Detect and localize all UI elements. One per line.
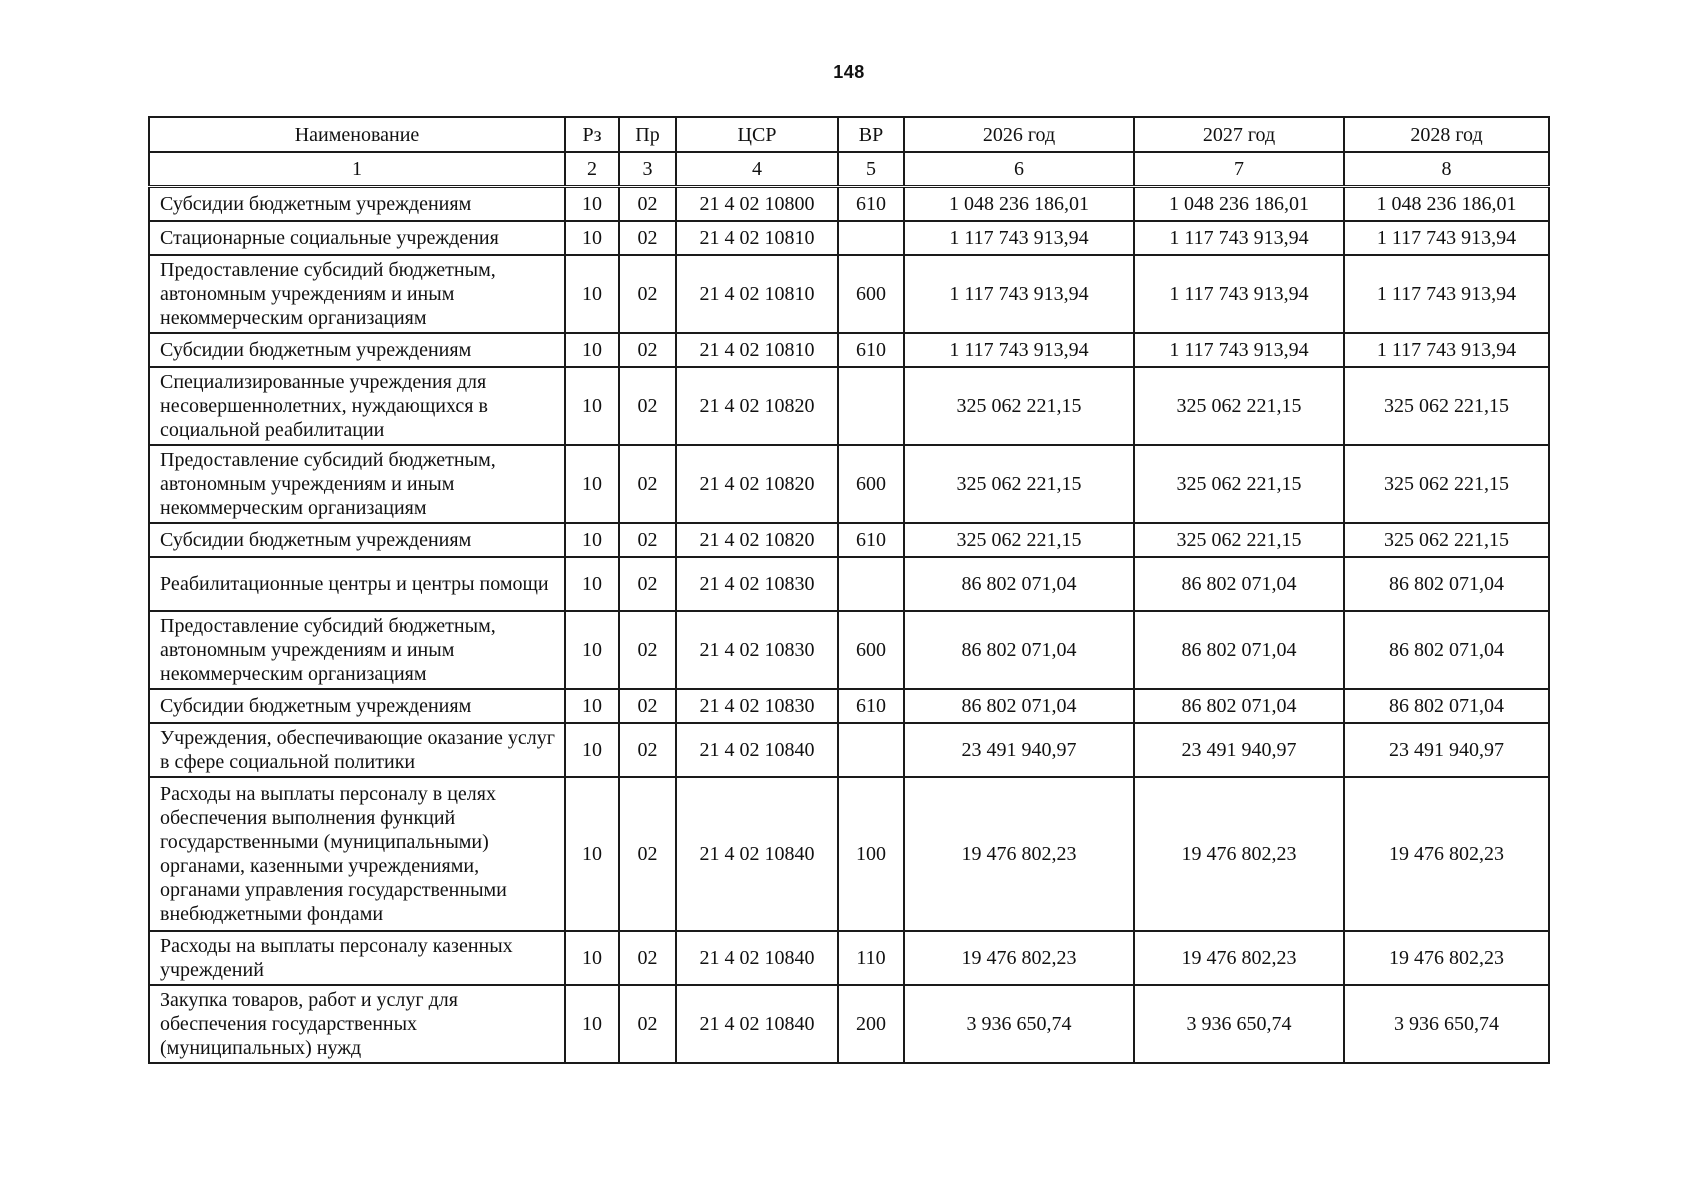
- row-vr: 610: [838, 523, 904, 557]
- row-value-2026: 19 476 802,23: [904, 931, 1134, 985]
- row-csr: 21 4 02 10810: [676, 221, 838, 255]
- row-value-2026: 325 062 221,15: [904, 445, 1134, 523]
- row-name: Субсидии бюджетным учреждениям: [149, 523, 565, 557]
- table-row: [149, 445, 1549, 523]
- row-vr: [838, 221, 904, 255]
- row-value-2026: 3 936 650,74: [904, 985, 1134, 1063]
- row-csr: 21 4 02 10830: [676, 689, 838, 723]
- table-row: [149, 723, 1549, 777]
- row-value-2028: 3 936 650,74: [1344, 985, 1549, 1063]
- column-number: 7: [1134, 152, 1344, 187]
- row-value-2026: 325 062 221,15: [904, 523, 1134, 557]
- header-2028: 2028 год: [1344, 117, 1549, 152]
- row-csr: 21 4 02 10840: [676, 777, 838, 931]
- row-value-2026: 86 802 071,04: [904, 689, 1134, 723]
- row-value-2027: 86 802 071,04: [1134, 611, 1344, 689]
- row-csr: 21 4 02 10810: [676, 255, 838, 333]
- table-row: [149, 333, 1549, 367]
- table-row: [149, 557, 1549, 611]
- table-row: [149, 187, 1549, 222]
- column-number: 2: [565, 152, 619, 187]
- row-value-2028: 1 117 743 913,94: [1344, 221, 1549, 255]
- row-value-2027: 1 117 743 913,94: [1134, 221, 1344, 255]
- row-value-2026: 1 048 236 186,01: [904, 187, 1134, 222]
- row-name: Предоставление субсидий бюджетным, автономным учреждениям и иным некоммерческим организациям: [149, 611, 565, 689]
- row-csr: 21 4 02 10830: [676, 557, 838, 611]
- row-name: Расходы на выплаты персоналу в целях обеспечения выполнения функций государственными (муниципальными) органами, казенными учреждениями, органами управления государственными внебюджетными фондами: [149, 777, 565, 931]
- row-value-2027: 325 062 221,15: [1134, 367, 1344, 445]
- row-value-2027: 1 117 743 913,94: [1134, 333, 1344, 367]
- row-csr: 21 4 02 10810: [676, 333, 838, 367]
- row-value-2028: 86 802 071,04: [1344, 689, 1549, 723]
- page-number: 148: [833, 62, 865, 82]
- row-pr: 02: [619, 611, 676, 689]
- row-vr: [838, 367, 904, 445]
- row-rz: 10: [565, 255, 619, 333]
- table-row: [149, 985, 1549, 1063]
- row-pr: 02: [619, 931, 676, 985]
- column-number: 3: [619, 152, 676, 187]
- row-rz: 10: [565, 523, 619, 557]
- row-pr: 02: [619, 689, 676, 723]
- row-vr: 600: [838, 611, 904, 689]
- row-name: Субсидии бюджетным учреждениям: [149, 187, 565, 222]
- row-pr: 02: [619, 255, 676, 333]
- column-number: 4: [676, 152, 838, 187]
- row-csr: 21 4 02 10820: [676, 523, 838, 557]
- row-rz: 10: [565, 689, 619, 723]
- row-value-2028: 325 062 221,15: [1344, 523, 1549, 557]
- table-row: [149, 221, 1549, 255]
- table-row: [149, 931, 1549, 985]
- row-rz: 10: [565, 445, 619, 523]
- row-vr: 600: [838, 445, 904, 523]
- row-value-2026: 19 476 802,23: [904, 777, 1134, 931]
- row-pr: 02: [619, 723, 676, 777]
- table-row: [149, 777, 1549, 931]
- table-row: [149, 523, 1549, 557]
- row-value-2027: 23 491 940,97: [1134, 723, 1344, 777]
- row-csr: 21 4 02 10800: [676, 187, 838, 222]
- row-name: Учреждения, обеспечивающие оказание услуг в сфере социальной политики: [149, 723, 565, 777]
- row-csr: 21 4 02 10820: [676, 445, 838, 523]
- row-rz: 10: [565, 221, 619, 255]
- row-name: Закупка товаров, работ и услуг для обеспечения государственных (муниципальных) нужд: [149, 985, 565, 1063]
- row-pr: 02: [619, 523, 676, 557]
- row-rz: 10: [565, 187, 619, 222]
- header-2027: 2027 год: [1134, 117, 1344, 152]
- row-pr: 02: [619, 187, 676, 222]
- header-vr: ВР: [838, 117, 904, 152]
- row-name: Субсидии бюджетным учреждениям: [149, 333, 565, 367]
- row-rz: 10: [565, 611, 619, 689]
- row-rz: 10: [565, 367, 619, 445]
- header-name: Наименование: [149, 117, 565, 152]
- row-name: Субсидии бюджетным учреждениям: [149, 689, 565, 723]
- row-vr: [838, 557, 904, 611]
- row-csr: 21 4 02 10840: [676, 931, 838, 985]
- row-name: Предоставление субсидий бюджетным, автономным учреждениям и иным некоммерческим организациям: [149, 445, 565, 523]
- row-csr: 21 4 02 10840: [676, 723, 838, 777]
- row-name: Расходы на выплаты персоналу казенных учреждений: [149, 931, 565, 985]
- row-vr: [838, 723, 904, 777]
- row-vr: 610: [838, 187, 904, 222]
- table-row: [149, 689, 1549, 723]
- row-value-2026: 1 117 743 913,94: [904, 221, 1134, 255]
- row-rz: 10: [565, 931, 619, 985]
- row-vr: 600: [838, 255, 904, 333]
- row-value-2026: 1 117 743 913,94: [904, 333, 1134, 367]
- row-value-2026: 23 491 940,97: [904, 723, 1134, 777]
- row-name: Предоставление субсидий бюджетным, автономным учреждениям и иным некоммерческим организациям: [149, 255, 565, 333]
- row-rz: 10: [565, 777, 619, 931]
- table-row: [149, 255, 1549, 333]
- row-value-2026: 86 802 071,04: [904, 557, 1134, 611]
- header-csr: ЦСР: [676, 117, 838, 152]
- row-value-2027: 19 476 802,23: [1134, 777, 1344, 931]
- row-value-2027: 1 117 743 913,94: [1134, 255, 1344, 333]
- row-value-2026: 1 117 743 913,94: [904, 255, 1134, 333]
- row-name: Специализированные учреждения для несовершеннолетних, нуждающихся в социальной реабилитации: [149, 367, 565, 445]
- header-row: [149, 117, 1549, 152]
- row-value-2028: 19 476 802,23: [1344, 931, 1549, 985]
- row-value-2028: 23 491 940,97: [1344, 723, 1549, 777]
- row-vr: 200: [838, 985, 904, 1063]
- row-csr: 21 4 02 10820: [676, 367, 838, 445]
- row-name: Реабилитационные центры и центры помощи: [149, 557, 565, 611]
- row-rz: 10: [565, 333, 619, 367]
- row-value-2028: 325 062 221,15: [1344, 445, 1549, 523]
- table-row: [149, 611, 1549, 689]
- row-csr: 21 4 02 10830: [676, 611, 838, 689]
- header-rz: Рз: [565, 117, 619, 152]
- row-vr: 610: [838, 333, 904, 367]
- row-csr: 21 4 02 10840: [676, 985, 838, 1063]
- row-value-2027: 325 062 221,15: [1134, 445, 1344, 523]
- table-row: [149, 367, 1549, 445]
- column-number: 8: [1344, 152, 1549, 187]
- row-value-2028: 19 476 802,23: [1344, 777, 1549, 931]
- column-number: 5: [838, 152, 904, 187]
- row-pr: 02: [619, 777, 676, 931]
- row-pr: 02: [619, 221, 676, 255]
- row-vr: 100: [838, 777, 904, 931]
- row-rz: 10: [565, 723, 619, 777]
- row-value-2027: 325 062 221,15: [1134, 523, 1344, 557]
- column-number-row: [149, 152, 1549, 187]
- row-pr: 02: [619, 333, 676, 367]
- row-value-2028: 325 062 221,15: [1344, 367, 1549, 445]
- row-value-2028: 1 117 743 913,94: [1344, 255, 1549, 333]
- row-value-2026: 325 062 221,15: [904, 367, 1134, 445]
- row-pr: 02: [619, 445, 676, 523]
- row-name: Стационарные социальные учреждения: [149, 221, 565, 255]
- row-value-2027: 1 048 236 186,01: [1134, 187, 1344, 222]
- header-2026: 2026 год: [904, 117, 1134, 152]
- row-pr: 02: [619, 367, 676, 445]
- row-value-2027: 86 802 071,04: [1134, 689, 1344, 723]
- row-value-2027: 86 802 071,04: [1134, 557, 1344, 611]
- budget-table: [148, 116, 1550, 1064]
- row-value-2027: 3 936 650,74: [1134, 985, 1344, 1063]
- row-value-2028: 86 802 071,04: [1344, 557, 1549, 611]
- row-rz: 10: [565, 557, 619, 611]
- row-value-2028: 1 048 236 186,01: [1344, 187, 1549, 222]
- row-value-2027: 19 476 802,23: [1134, 931, 1344, 985]
- row-value-2028: 86 802 071,04: [1344, 611, 1549, 689]
- row-value-2026: 86 802 071,04: [904, 611, 1134, 689]
- row-rz: 10: [565, 985, 619, 1063]
- column-number: 6: [904, 152, 1134, 187]
- row-value-2028: 1 117 743 913,94: [1344, 333, 1549, 367]
- row-pr: 02: [619, 557, 676, 611]
- header-pr: Пр: [619, 117, 676, 152]
- column-number: 1: [149, 152, 565, 187]
- row-vr: 610: [838, 689, 904, 723]
- row-pr: 02: [619, 985, 676, 1063]
- row-vr: 110: [838, 931, 904, 985]
